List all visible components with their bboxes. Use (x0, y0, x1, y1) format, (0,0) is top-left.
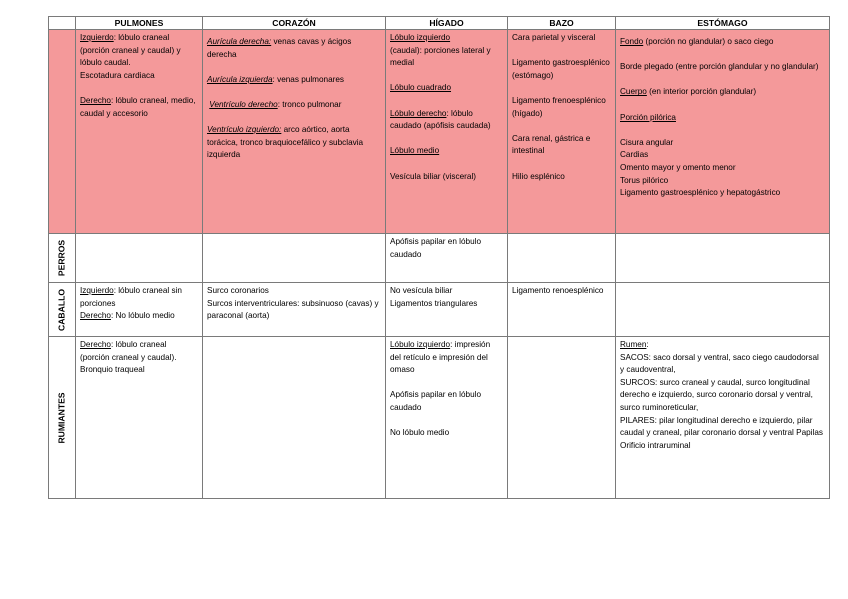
rumen-pilares: PILARES: pilar longitudinal derecho e izquierdo, pilar caudal y craneal, pilar coronario dorsal y ventral Papilas (620, 415, 823, 438)
caballo-row-head (49, 283, 76, 337)
bazo-cara: Cara parietal y visceral (512, 33, 596, 42)
rumiantes-bazo-cell (508, 337, 616, 499)
general-higado-cell (386, 30, 508, 234)
rumen-surcos: SURCOS: surco craneal y caudal, surco longitudinal derecho e izquierdo, surco coronario dorsal y ventral, surco ruminoreticular, (620, 377, 813, 412)
header-bazo: BAZO (508, 17, 616, 30)
perros-bazo-cell (508, 234, 616, 283)
header-corazon: CORAZÓN (203, 17, 386, 30)
anatomy-table (48, 16, 830, 499)
caballo-label: CABALLO (56, 288, 67, 331)
rumiantes-pulmones-derecho: Derecho: lóbulo craneal (porción craneal y caudal). (80, 340, 177, 362)
caballo-higado-line2: Ligamentos triangulares (390, 298, 478, 308)
estomago-item: Ligamento gastroesplénico y hepatogástrico (620, 188, 781, 198)
general-estomago-cell (616, 30, 830, 234)
estomago-item: Cardias (620, 150, 649, 160)
rumiantes-row-head (49, 337, 76, 499)
higado-lobulo-izquierdo: Lóbulo izquierdo (caudal): porciones lateral y medial (390, 33, 491, 68)
header-estomago: ESTÓMAGO (616, 17, 830, 30)
estomago-cuerpo: Cuerpo (en interior porción glandular) (620, 87, 757, 97)
higado-vesicula: Vesícula biliar (visceral) (390, 171, 476, 181)
perros-higado-cell: Apófisis papilar en lóbulo caudado (386, 234, 508, 283)
perros-label: PERROS (56, 239, 67, 277)
general-bazo-cell (508, 30, 616, 234)
rumiantes-higado-cell (386, 337, 508, 499)
caballo-pulmones-cell (76, 283, 203, 337)
caballo-corazon-cell (203, 283, 386, 337)
perros-row (49, 234, 830, 283)
rumiantes-pulmones-cell (76, 337, 203, 499)
perros-row-head (49, 234, 76, 283)
caballo-corazon-line2: Surcos interventriculares: subsinuoso (cavas) y paraconal (aorta) (207, 298, 379, 321)
bazo-lig-freno: Ligamento frenoesplénico (hígado) (512, 95, 606, 118)
corazon-auricula-derecha: Aurícula derecha: venas cavas y ácigos derecha (207, 37, 352, 59)
bazo-lig-gastro: Ligamento gastroesplénico (estómago) (512, 58, 610, 80)
rumiantes-label: RUMIANTES (56, 391, 67, 444)
general-row (49, 30, 830, 234)
rumen-orificio: Orificio intraruminal (620, 440, 691, 450)
rumen-sacos: SACOS: saco dorsal y ventral, saco ciego caudodorsal y caudoventral, (620, 352, 819, 375)
estomago-fondo: Fondo (porción no glandular) o saco ciego (620, 37, 774, 46)
perros-estomago-cell (616, 234, 830, 283)
header-higado: HÍGADO (386, 17, 508, 30)
general-pulmones-cell (76, 30, 203, 234)
higado-lobulo-cuadrado: Lóbulo cuadrado (390, 83, 452, 93)
corazon-auricula-izquierda: Aurícula izquierda: venas pulmonares (207, 74, 344, 84)
caballo-higado-line1: No vesícula biliar (390, 286, 453, 295)
rumiantes-bronquio: Bronquio traqueal (80, 365, 145, 375)
rumiantes-no-medio: No lóbulo medio (390, 428, 450, 438)
caballo-corazon-line1: Surco coronarios (207, 286, 269, 295)
rumen-title: Rumen: (620, 340, 649, 349)
corazon-ventriculo-derecho: Ventrículo derecho: tronco pulmonar (209, 99, 342, 109)
perros-pulmones-cell (76, 234, 203, 283)
corazon-ventriculo-izquierdo: Ventrículo izquierdo: arco aórtico, aorta torácica, tronco braquiocefálico y subclavia izquierda (207, 125, 364, 160)
header-row (49, 17, 830, 30)
perros-corazon-cell (203, 234, 386, 283)
caballo-bazo-cell: Ligamento renoesplénico (508, 283, 616, 337)
bazo-hilio: Hilio esplénico (512, 171, 565, 181)
caballo-row (49, 283, 830, 337)
caballo-pulmones-derecho: Derecho: No lóbulo medio (80, 311, 175, 321)
corner-cell (49, 17, 76, 30)
rumiantes-row (49, 337, 830, 499)
estomago-pilorica: Porción pilórica (620, 112, 676, 122)
general-row-head (49, 30, 76, 234)
estomago-borde: Borde plegado (entre porción glandular y no glandular) (620, 62, 819, 72)
pulmones-escotadura: Escotadura cardiaca (80, 70, 155, 80)
pulmones-derecho: Derecho: lóbulo craneal, medio, caudal y accesorio (80, 95, 196, 118)
rumiantes-corazon-cell (203, 337, 386, 499)
bazo-cara-renal: Cara renal, gástrica e intestinal (512, 133, 591, 156)
estomago-item: Torus pilórico (620, 175, 669, 185)
general-corazon-cell (203, 30, 386, 234)
caballo-higado-cell (386, 283, 508, 337)
caballo-pulmones-izquierdo: Izquierdo: lóbulo craneal sin porciones (80, 286, 182, 308)
caballo-estomago-cell (616, 283, 830, 337)
estomago-item: Cisura angular (620, 137, 674, 147)
pulmones-izquierdo: Izquierdo: lóbulo craneal (porción craneal y caudal) y lóbulo caudal. (80, 33, 181, 68)
estomago-item: Omento mayor y omento menor (620, 162, 736, 172)
header-pulmones: PULMONES (76, 17, 203, 30)
rumiantes-apofisis: Apófisis papilar en lóbulo caudado (390, 390, 482, 412)
higado-lobulo-medio: Lóbulo medio (390, 146, 440, 156)
rumiantes-lobulo-izquierdo: Lóbulo izquierdo: impresión del retículo e impresión del omaso (390, 340, 491, 375)
higado-lobulo-derecho: Lóbulo derecho: lóbulo caudado (apófisis caudada) (390, 108, 491, 131)
rumiantes-estomago-cell (616, 337, 830, 499)
